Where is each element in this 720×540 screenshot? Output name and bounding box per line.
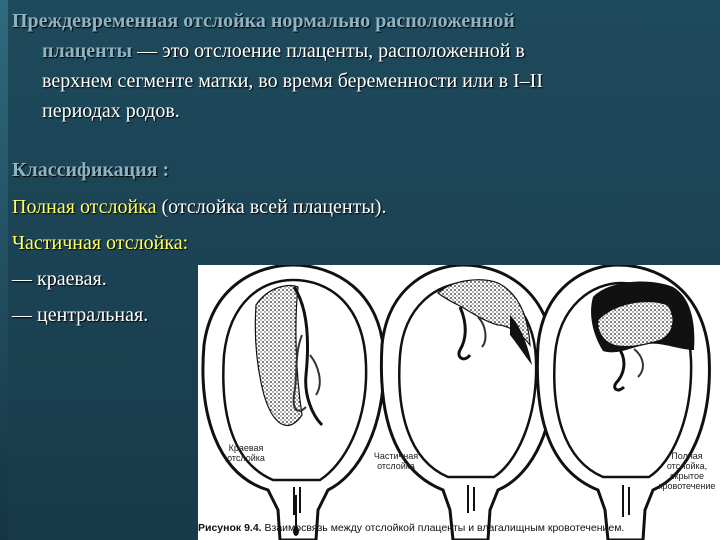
full-abruption-line <box>12 196 386 219</box>
caption-number: Рисунок 9.4. <box>198 522 262 534</box>
definition-term-part1: Преждевременная отслойка нормально расположенной <box>12 10 515 32</box>
definition-term-part2: плаценты <box>42 40 133 62</box>
central-item: — центральная. <box>12 304 149 326</box>
definition-line-4: периодах родов. <box>42 100 180 122</box>
uterus-diagram-partial <box>381 265 554 540</box>
uterus-diagram-marginal <box>203 265 384 540</box>
figure-caption <box>198 522 720 534</box>
full-abruption-desc: (отслойка всей плаценты). <box>156 196 387 218</box>
definition-text-part2: — это отслоение плаценты, расположенной в <box>132 40 525 62</box>
definition-line-2 <box>12 36 712 66</box>
full-abruption-term: Полная отслойка <box>12 196 157 218</box>
definition-paragraph <box>12 6 712 126</box>
definition-line-1 <box>12 6 712 36</box>
uterus-diagram-complete <box>537 265 709 540</box>
left-accent-band <box>0 0 8 540</box>
label-partial: Частичная отслойка <box>373 451 419 471</box>
label-complete: Полная отслойка, скрытое кровотечение <box>658 451 716 491</box>
illustration-figure <box>198 265 720 540</box>
classification-heading: Классификация : <box>12 159 170 181</box>
uterus-diagrams-svg <box>198 265 720 540</box>
partial-abruption-heading: Частичная отслойка: <box>12 232 189 254</box>
definition-line-3: верхнем сегменте матки, во время беременности или в I–II <box>42 70 543 92</box>
label-marginal: Краевая отслойка <box>227 443 265 463</box>
marginal-item: — краевая. <box>12 268 107 290</box>
caption-text: Взаимосвязь между отслойкой плаценты и влагалищным кровотечением. <box>261 522 625 534</box>
